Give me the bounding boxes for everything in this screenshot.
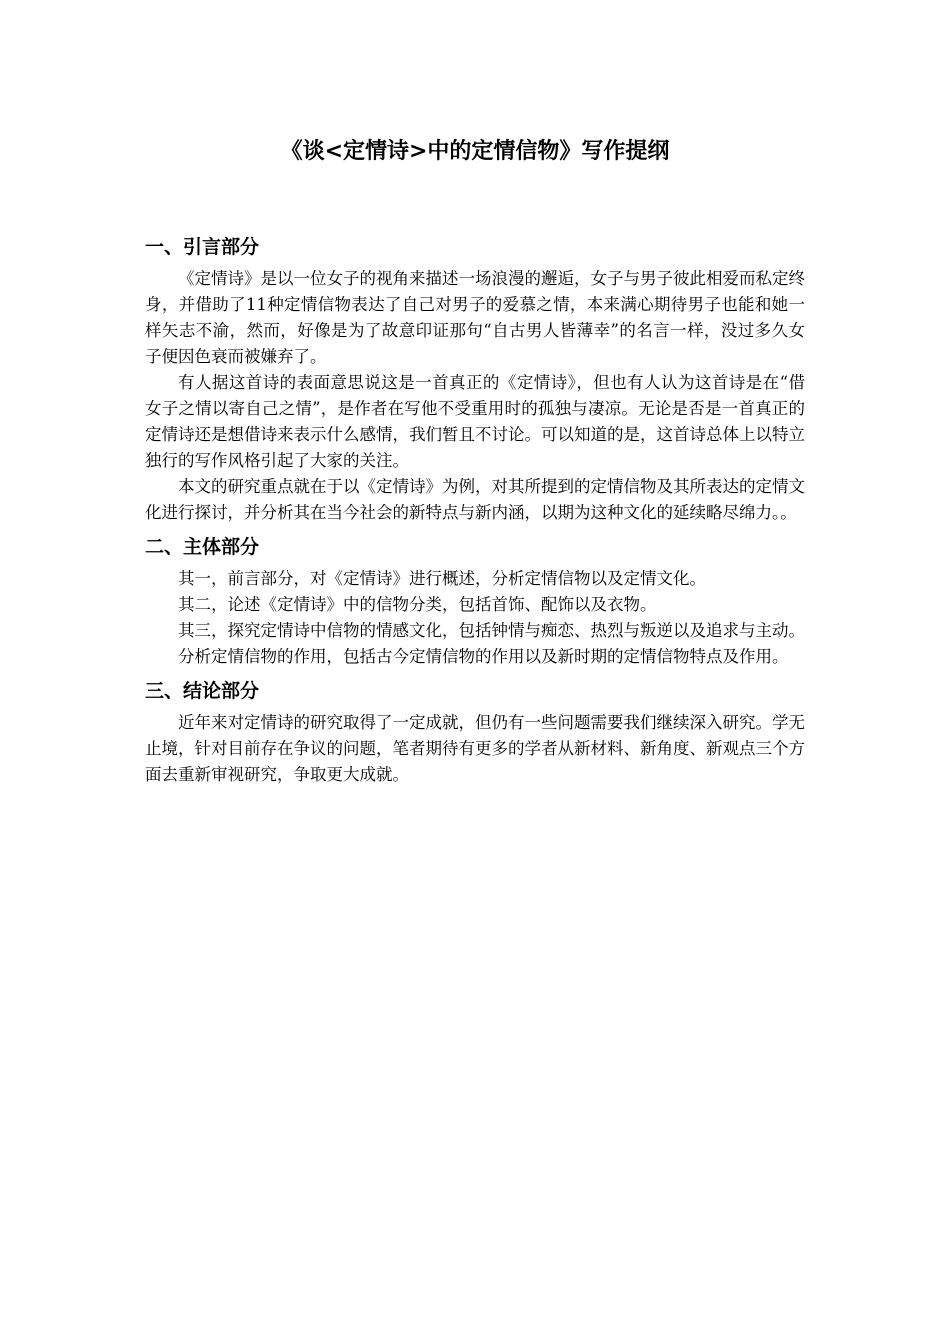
paragraph: 其一，前言部分，对《定情诗》进行概述，分析定情信物以及定情文化。	[178, 569, 706, 588]
paragraph: 分析定情信物的作用，包括古今定情信物的作用以及新时期的定情信物特点及作用。	[178, 647, 789, 666]
paragraph: 其二，论述《定情诗》中的信物分类，包括首饰、配饰以及衣物。	[178, 595, 657, 614]
paragraph: 有人据这首诗的表面意思说这是一首真正的《定情诗》，但也有人认为这首诗是在“借女子之情以寄自己之情”，是作者在写他不受重用时的孤独与凄凉。无论是否是一首真正的定情诗还是想借诗来表示什么感情，我们暂且不讨论。可以知道的是，这首诗总体上以特立独行的写作风格引起了大家的关注。	[145, 373, 805, 470]
paragraph: 近年来对定情诗的研究取得了一定成就，但仍有一些问题需要我们继续深入研究。学无止境，针对目前存在争议的问题，笔者期待有更多的学者从新材料、新角度、新观点三个方面去重新审视研究，争取更大成就。	[145, 713, 805, 784]
section-conclusion	[145, 676, 805, 788]
paragraph: 《定情诗》是以一位女子的视角来描述一场浪漫的邂逅，女子与男子彼此相爱而私定终身，并借助了11种定情信物表达了自己对男子的爱慕之情，本来满心期待男子也能和她一样矢志不渝，然而，好像是为了故意印证那句“自古男人皆薄幸”的名言一样，没过多久女子便因色衰而被嫌弃了。	[145, 269, 805, 366]
section-heading: 二、主体部分	[145, 536, 260, 558]
document-body	[145, 232, 805, 794]
paragraph: 本文的研究重点就在于以《定情诗》为例，对其所提到的定情信物及其所表达的定情文化进行探讨，并分析其在当今社会的新特点与新内涵，以期为这种文化的延续略尽绵力。。	[145, 477, 805, 522]
paragraph: 其三，探究定情诗中信物的情感文化，包括钟情与痴恋、热烈与叛逆以及追求与主动。	[178, 621, 805, 640]
section-introduction	[145, 232, 805, 526]
section-main-body	[145, 532, 805, 670]
document-title: 《谈<定情诗>中的定情信物》写作提纲	[280, 139, 670, 164]
section-heading: 一、引言部分	[145, 236, 260, 258]
section-heading: 三、结论部分	[145, 680, 260, 702]
